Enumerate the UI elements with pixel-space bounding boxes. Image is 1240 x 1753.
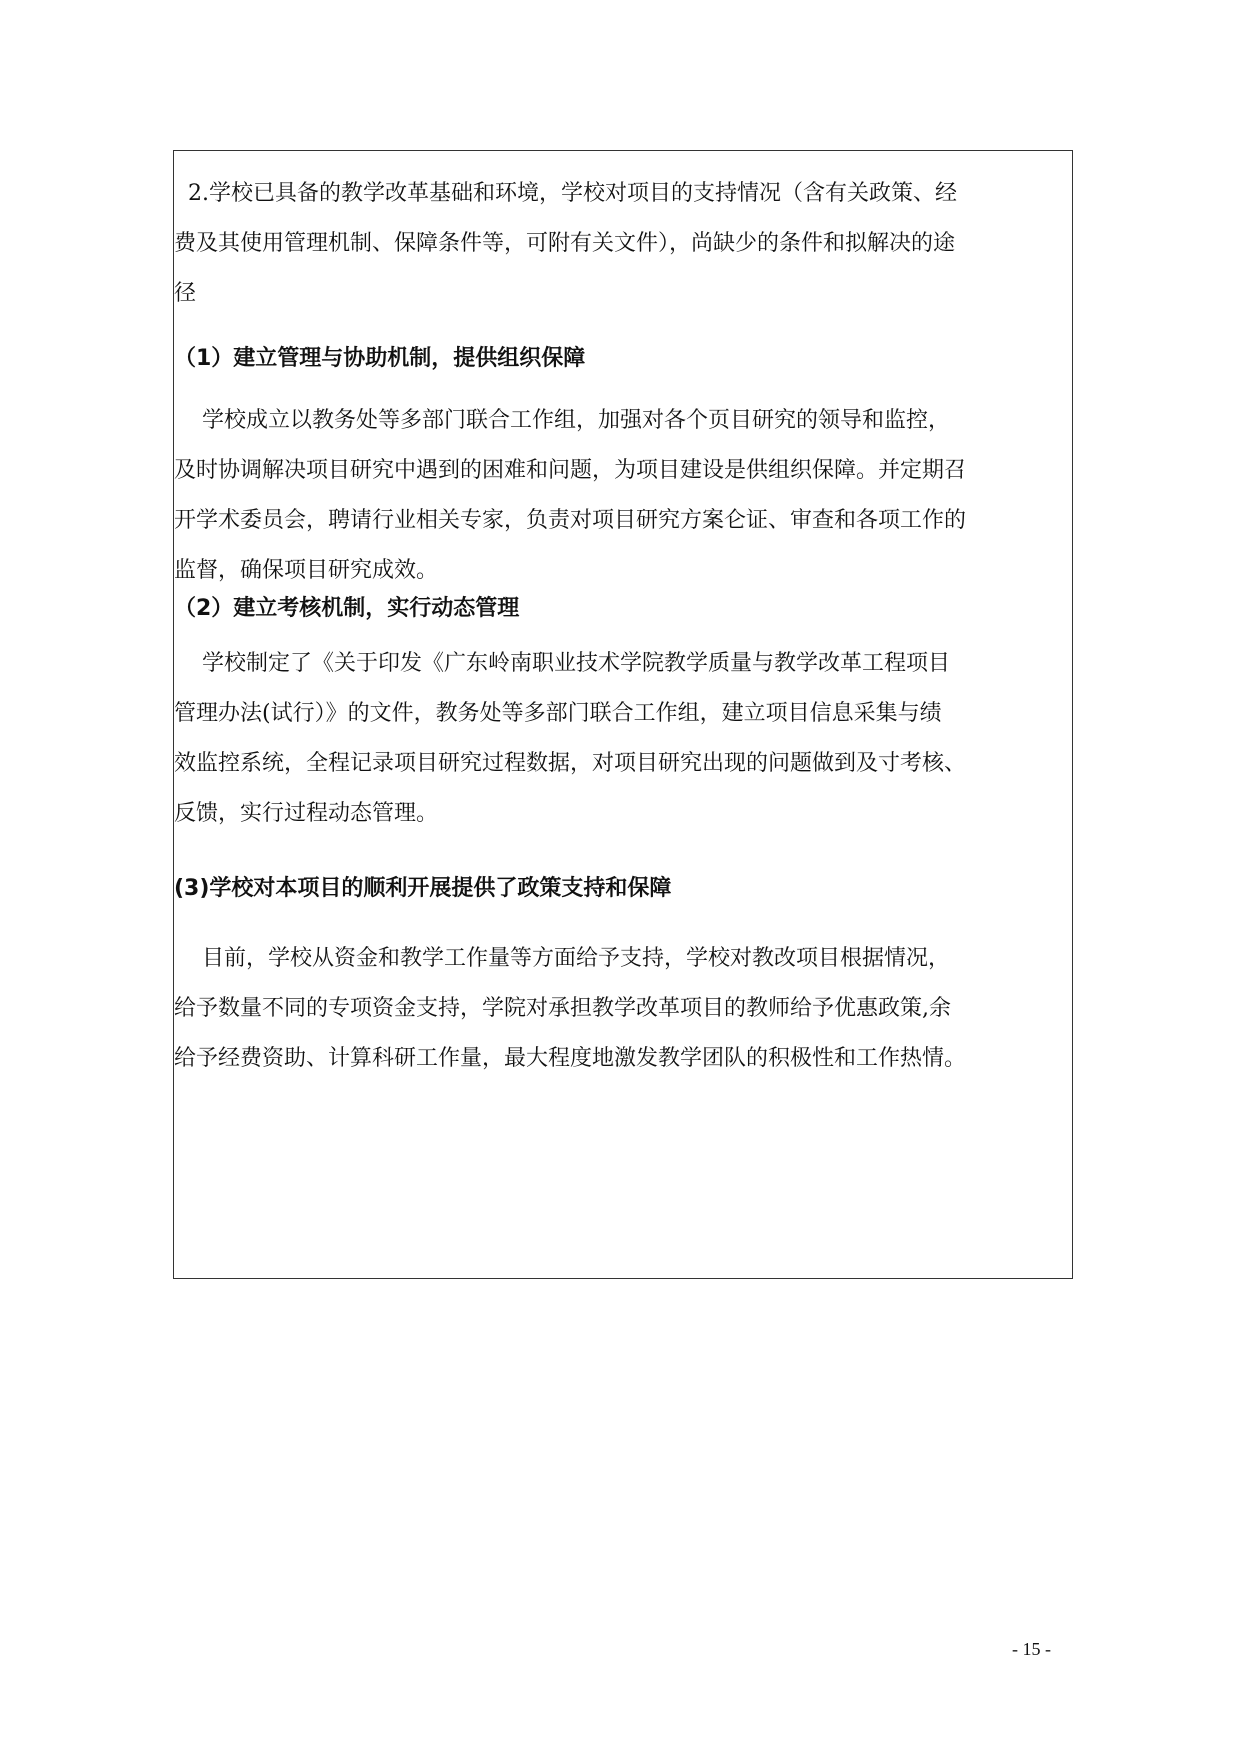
- section-1-line-2: 及时协调解决项目研究中遇到的困难和问题，为项目建设是供组织保障。并定期召: [174, 458, 967, 483]
- intro-line-3: 径: [174, 281, 197, 306]
- section-1-line-4: 监督，确保项目研究成效。: [174, 558, 439, 583]
- section-2-line-1: 学校制定了《关于印发《广东岭南职业技术学院教学质量与教学改革工程项目: [174, 651, 950, 676]
- section-3-line-3: 给予经费资助、计算科研工作量，最大程度地激发教学团队的积极性和工作热情。: [174, 1046, 967, 1071]
- section-2-line-4: 反馈，实行过程动态管理。: [174, 801, 439, 826]
- section-3-line-1: 目前，学校从资金和教学工作量等方面给予支持，学校对教改项目根据情况，: [174, 946, 950, 971]
- intro-line-2: 费及其使用管理机制、保障条件等，可附有关文件），尚缺少的条件和拟解决的途: [174, 231, 956, 256]
- section-2-line-2: 管理办法(试行）》的文件，教务处等多部门联合工作组，建立项目信息采集与绩: [174, 701, 942, 726]
- intro-line-1: 2.学校已具备的教学改革基础和环境，学校对项目的支持情况（含有关政策、经: [174, 181, 957, 206]
- section-1-line-3: 开学术委员会，聘请行业相关专家，负责对项目研究方案仑证、审查和各项工作的: [174, 508, 967, 533]
- section-1-line-1: 学校成立以教务处等多部门联合工作组，加强对各个页目研究的领导和监控，: [174, 408, 950, 433]
- section-2-heading: （2）建立考核机制，实行动态管理: [174, 596, 520, 621]
- page-number: - 15 -: [1012, 1639, 1051, 1659]
- section-1-heading: （1）建立管理与协助机制，提供组织保障: [174, 346, 586, 371]
- section-3-line-2: 给予数量不同的专项资金支持，学院对承担教学改革项目的教师给予优惠政策,余: [174, 996, 951, 1021]
- section-3-heading: (3)学校对本项目的顺利开展提供了政策支持和保障: [174, 876, 672, 901]
- section-2-line-3: 效监控系统，全程记录项目研究过程数据，对项目研究出现的问题做到及寸考核、: [174, 751, 967, 776]
- form-table-cell: [173, 150, 1073, 1279]
